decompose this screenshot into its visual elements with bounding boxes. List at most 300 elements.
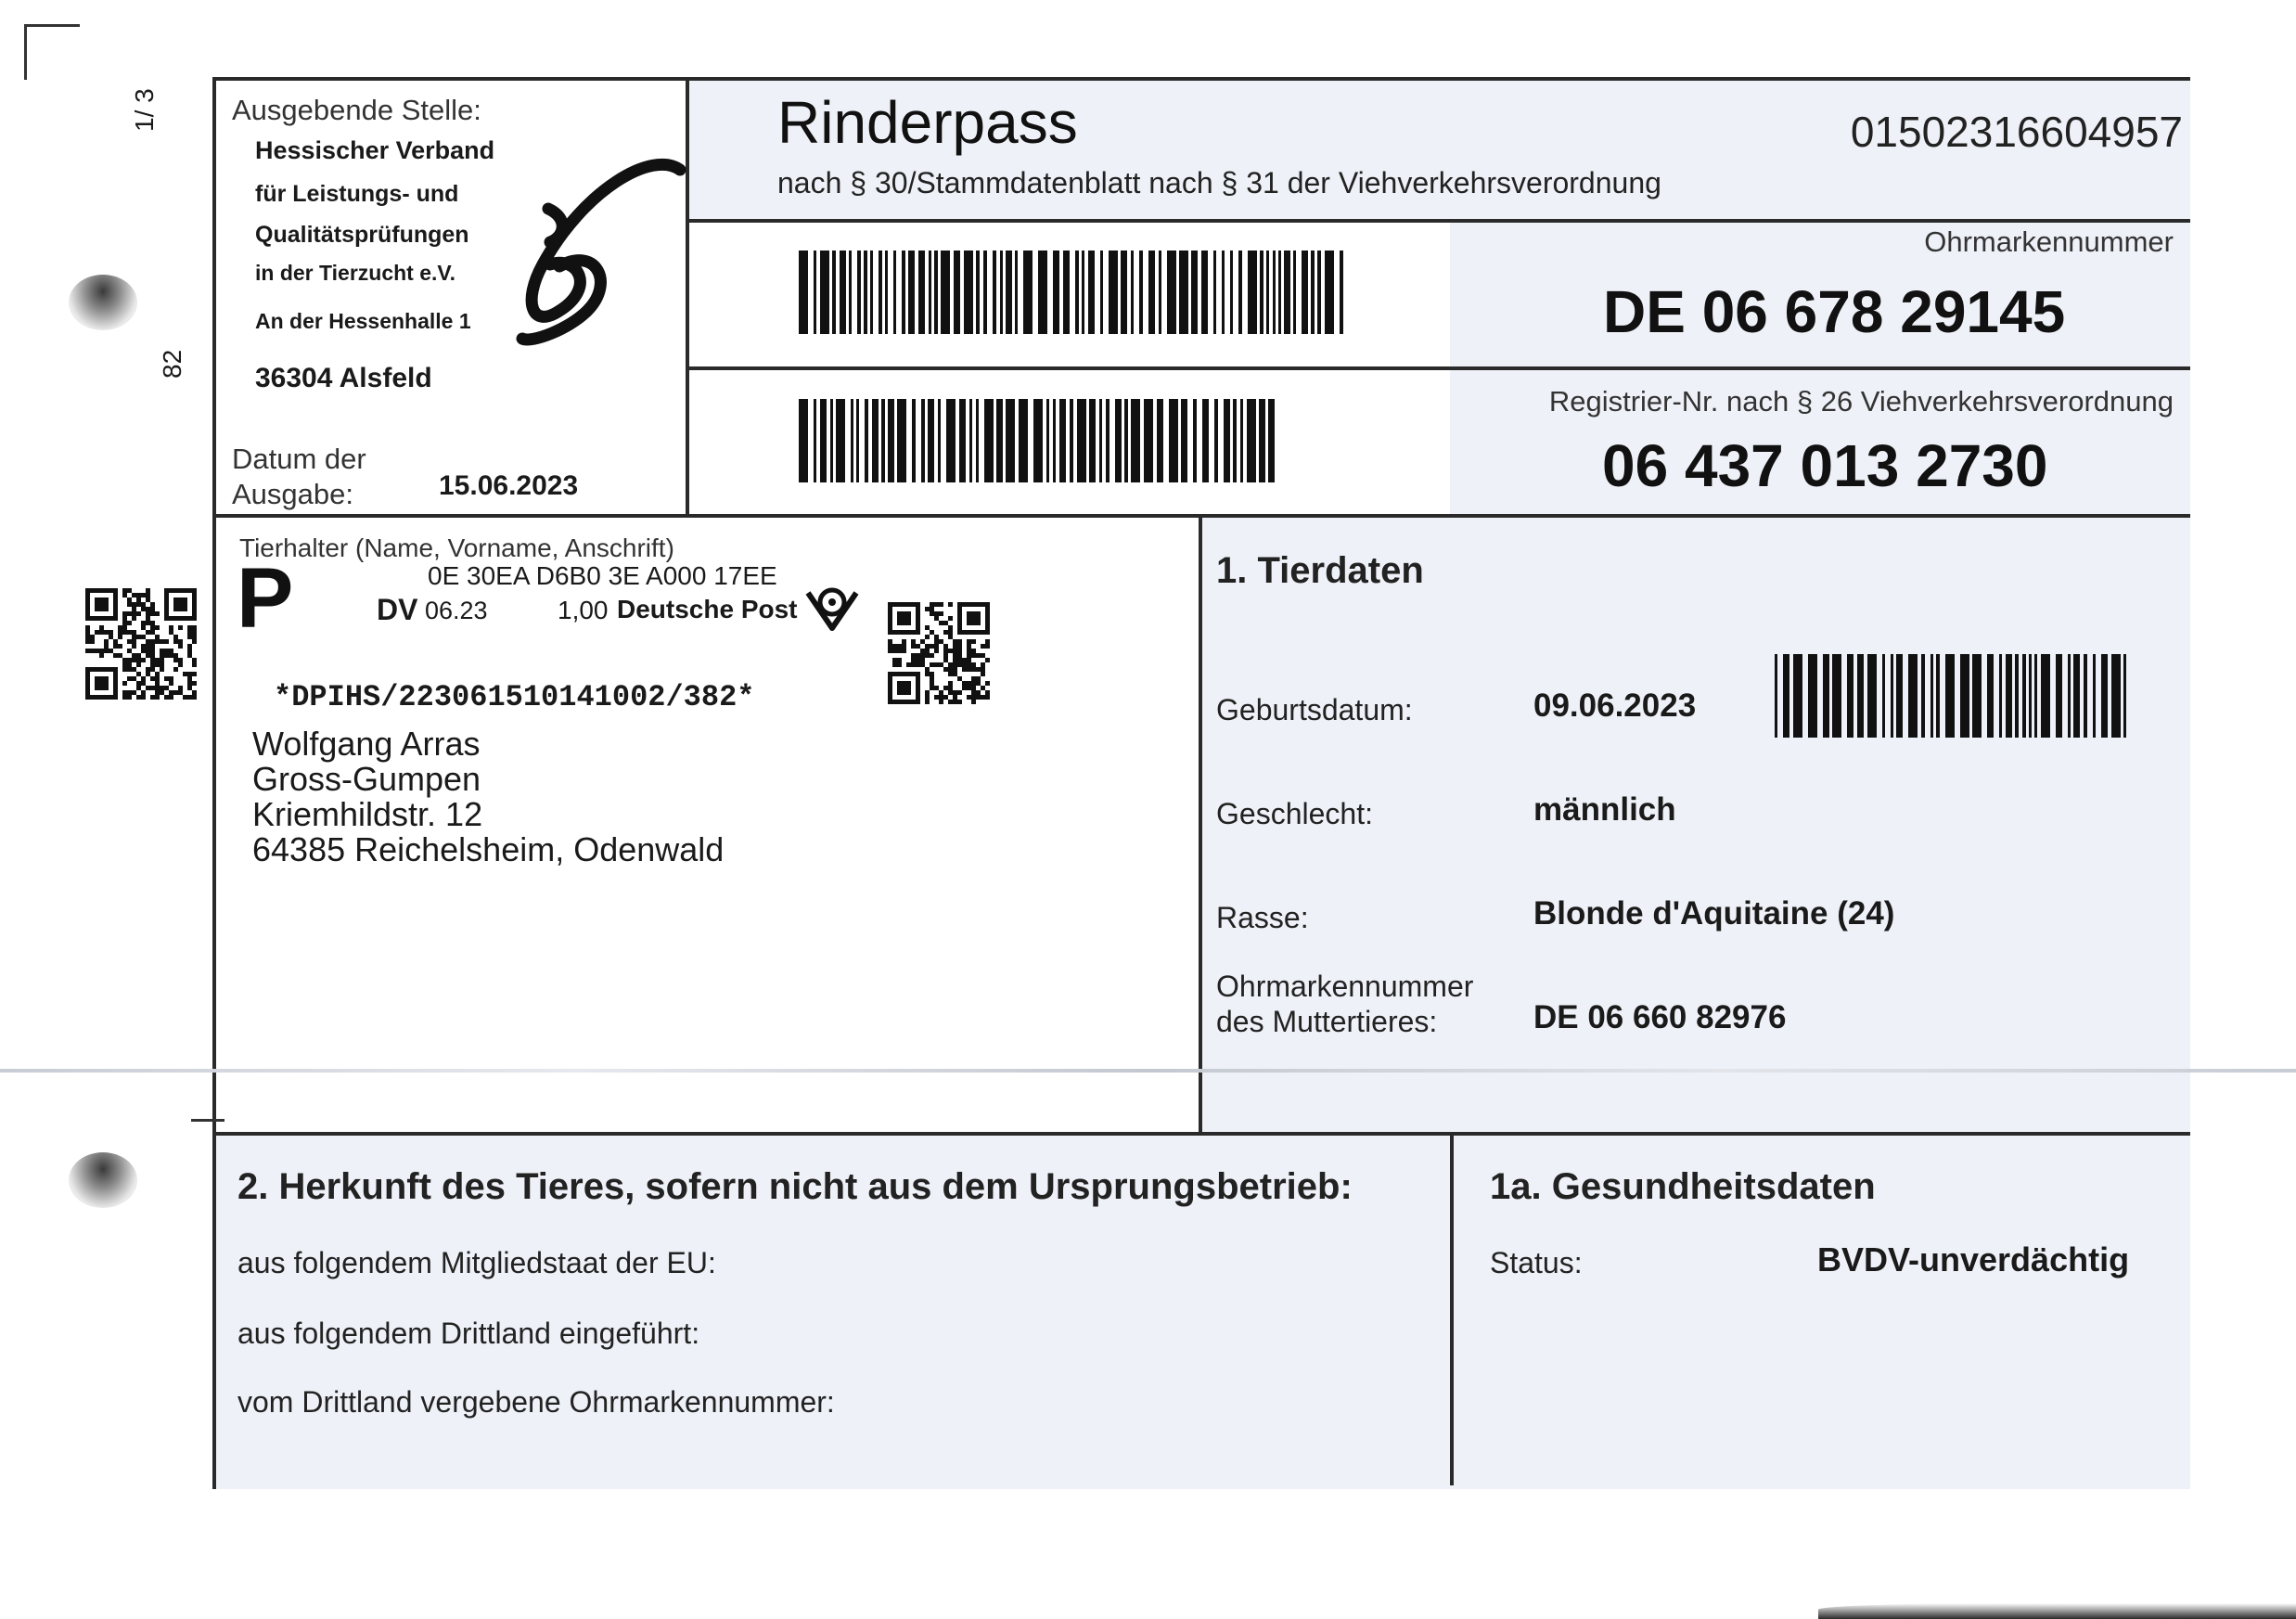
qr-module [934, 611, 939, 616]
qr-module [109, 649, 113, 653]
qr-module [109, 635, 113, 639]
qr-module [187, 644, 192, 649]
qr-module [948, 616, 953, 621]
barcode-bar [872, 399, 879, 482]
barcode-bar [1124, 399, 1128, 482]
barcode-bar [1302, 251, 1308, 334]
qr-module [939, 662, 943, 667]
barcode-bar [1317, 251, 1321, 334]
qr-module [948, 635, 953, 639]
qr-module [146, 607, 150, 611]
barcode-bar [984, 399, 994, 482]
qr-module [981, 695, 985, 700]
qr-module [90, 635, 95, 639]
qr-module [916, 653, 920, 658]
barcode-bar [879, 251, 882, 334]
qr-module [146, 686, 150, 690]
qr-module [150, 602, 155, 607]
qr-module [122, 616, 127, 621]
qr-module [164, 639, 169, 644]
qr-module [939, 690, 943, 695]
barcode-bar [902, 251, 905, 334]
qr-module [981, 686, 985, 690]
qr-module [164, 695, 169, 700]
barcode-bar [1259, 399, 1265, 482]
barcode-bar [1260, 251, 1263, 334]
barcode-bar [2084, 654, 2087, 738]
qr-module [150, 653, 155, 658]
registration-number: 06 437 013 2730 [1602, 432, 2048, 499]
qr-module [85, 630, 90, 635]
barcode-bar [814, 399, 816, 482]
qr-module [943, 649, 948, 653]
qr-module [164, 676, 169, 681]
barcode-bar [799, 399, 808, 482]
qr-module [150, 667, 155, 672]
cattle-passport-card [212, 77, 2190, 1489]
barcode-bar [893, 251, 896, 334]
qr-module [925, 625, 930, 630]
divider [689, 366, 2190, 370]
qr-module [897, 644, 902, 649]
barcode-bar [1006, 251, 1012, 334]
qr-module [173, 690, 178, 695]
qr-module [939, 621, 943, 625]
origin-heading: 2. Herkunft des Tieres, sofern nicht aus dem Ursprungsbetrieb: [237, 1166, 1353, 1207]
eartag-label: Ohrmarkennummer [1924, 225, 2174, 258]
sex-value: männlich [1533, 791, 1676, 828]
issuer-heading: Ausgebende Stelle: [232, 94, 481, 126]
qr-module [911, 639, 916, 644]
qr-module [967, 653, 971, 658]
qr-module [146, 649, 150, 653]
qr-module [122, 625, 127, 630]
barcode-bar [1033, 399, 1043, 482]
qr-module [146, 597, 150, 602]
qr-module [122, 681, 127, 686]
qr-module [141, 635, 146, 639]
qr-module [925, 690, 930, 695]
barcode-bar [964, 251, 973, 334]
qr-module [132, 611, 136, 616]
barcode-bar [1131, 251, 1134, 334]
qr-module [192, 625, 197, 630]
qr-module [141, 625, 146, 630]
barcode-bar [1960, 654, 1969, 738]
qr-module [146, 611, 150, 616]
postmark-letter: P [237, 551, 294, 646]
qr-module [155, 686, 160, 690]
qr-module [985, 690, 990, 695]
barcode-bar [1972, 654, 1982, 738]
qr-module [920, 639, 925, 644]
qr-module [141, 658, 146, 662]
barcode-bar [1857, 654, 1864, 738]
qr-module [985, 639, 990, 644]
qr-module [127, 649, 132, 653]
barcode-bar [918, 251, 925, 334]
barcode-bar [2015, 654, 2019, 738]
barcode-bar [1100, 251, 1103, 334]
barcode-bar [1311, 251, 1315, 334]
qr-module [187, 635, 192, 639]
barcode-bar [1023, 251, 1033, 334]
qr-module [136, 686, 141, 690]
qr-module [192, 662, 197, 667]
qr-module [122, 630, 127, 635]
qr-module [150, 695, 155, 700]
qr-module [981, 644, 985, 649]
qr-module [962, 667, 967, 672]
barcode-bar [1169, 399, 1178, 482]
qr-module [173, 653, 178, 658]
qr-module [925, 672, 930, 676]
qr-module [146, 639, 150, 644]
qr-module [104, 649, 109, 653]
barcode-bar [959, 399, 966, 482]
qr-module [957, 658, 962, 662]
barcode-bar [1063, 251, 1070, 334]
barcode-bar [1847, 654, 1853, 738]
barcode-bar [2123, 654, 2126, 738]
birth-date-label: Geburtsdatum: [1216, 693, 1413, 726]
qr-module [925, 653, 930, 658]
barcode-bar [1077, 399, 1086, 482]
barcode-bar [934, 251, 938, 334]
origin-third-country-label: aus folgendem Drittland eingeführt: [237, 1317, 700, 1350]
qr-module [962, 658, 967, 662]
qr-module [113, 653, 118, 658]
qr-module [930, 681, 934, 686]
barcode-bar [928, 399, 934, 482]
barcode-bar [885, 251, 888, 334]
qr-module [192, 690, 197, 695]
qr-module [976, 653, 981, 658]
issue-date-label: Datum der [232, 443, 366, 475]
barcode-bar [857, 251, 861, 334]
qr-module [930, 644, 934, 649]
qr-module [930, 686, 934, 690]
qr-module [118, 644, 122, 649]
qr-module [127, 658, 132, 662]
qr-module [187, 625, 192, 630]
qr-module [192, 639, 197, 644]
qr-module [976, 690, 981, 695]
barcode-bar [1240, 399, 1243, 482]
qr-module [925, 695, 930, 700]
qr-module [95, 630, 99, 635]
barcode-bar [820, 251, 829, 334]
qr-module [971, 681, 976, 686]
barcode-bar [1082, 251, 1084, 334]
qr-module [136, 658, 141, 662]
qr-module [934, 686, 939, 690]
barcode-bar [1159, 251, 1161, 334]
qr-module [127, 588, 132, 593]
tracking-code: *DPIHS/223061510141002/382* [274, 680, 755, 714]
barcode-bar [1224, 399, 1230, 482]
qr-module [934, 644, 939, 649]
qr-module [127, 621, 132, 625]
qr-module [109, 630, 113, 635]
barcode-bar [938, 399, 941, 482]
qr-module [146, 653, 150, 658]
qr-module [943, 644, 948, 649]
qr-module [985, 681, 990, 686]
barcode-bar [1908, 654, 1918, 738]
issuer-address: An der Hessenhalle 1 [255, 309, 471, 333]
qr-module [141, 593, 146, 597]
qr-module [953, 700, 957, 704]
qr-module [150, 625, 155, 630]
qr-module [920, 658, 925, 662]
barcode-bar [2073, 654, 2080, 738]
qr-module [948, 700, 953, 704]
qr-module [146, 630, 150, 635]
qr-module [122, 658, 127, 662]
barcode-bar [1891, 654, 1893, 738]
qr-module [888, 644, 892, 649]
qr-module [183, 695, 187, 700]
barcode-bar [1201, 251, 1208, 334]
owner-label: Tierhalter (Name, Vorname, Anschrift) [239, 533, 674, 562]
qr-module [187, 681, 192, 686]
qr-module [122, 690, 127, 695]
qr-module [953, 658, 957, 662]
qr-module [957, 690, 962, 695]
qr-module [948, 686, 953, 690]
qr-module [916, 662, 920, 667]
barcode-bar [1999, 654, 2002, 738]
qr-module [911, 644, 916, 649]
qr-module [967, 681, 971, 686]
barcode-bar [2101, 654, 2108, 738]
barcode-bar [1896, 654, 1903, 738]
barcode-bar [976, 399, 979, 482]
barcode-bar [1015, 251, 1018, 334]
qr-module [967, 658, 971, 662]
qr-module [122, 662, 127, 667]
barcode-bar [1053, 251, 1059, 334]
qr-module [930, 607, 934, 611]
qr-module [925, 667, 930, 672]
qr-module [164, 649, 169, 653]
barcode-bar [2006, 654, 2012, 738]
qr-module [967, 639, 971, 644]
margin-sheet-number: 82 [158, 349, 186, 379]
barcode-bar [993, 251, 996, 334]
mother-eartag-label: des Muttertieres: [1216, 1005, 1438, 1038]
qr-module [916, 658, 920, 662]
barcode-bar [2034, 654, 2037, 738]
owner-name: Wolfgang Arras [252, 725, 481, 763]
sex-label: Geschlecht: [1216, 797, 1373, 830]
qr-module [187, 672, 192, 676]
qr-module [930, 630, 934, 635]
qr-module [146, 588, 150, 593]
qr-module [155, 690, 160, 695]
qr-module [122, 695, 127, 700]
qr-module [150, 630, 155, 635]
qr-module [971, 662, 976, 667]
qr-module [962, 662, 967, 667]
barcode-bar [849, 251, 852, 334]
qr-module [892, 662, 897, 667]
barcode-bar [865, 399, 868, 482]
qr-module [146, 667, 150, 672]
qr-module [95, 649, 99, 653]
qr-module [132, 593, 136, 597]
qr-module [888, 639, 892, 644]
barcode-bar [1191, 251, 1198, 334]
barcode-bar [1936, 654, 1940, 738]
postmark-code: 0E 30EA D6B0 3E A000 17EE [428, 561, 777, 590]
qr-module [99, 625, 104, 630]
qr-module [957, 649, 962, 653]
barcode-bar [2068, 654, 2071, 738]
qr-module [127, 611, 132, 616]
qr-module [173, 658, 178, 662]
qr-module [146, 621, 150, 625]
qr-module [150, 686, 155, 690]
barcode-bar [912, 399, 916, 482]
qr-module [934, 602, 939, 607]
qr-module [939, 639, 943, 644]
qr-module [127, 676, 132, 681]
qr-module [976, 667, 981, 672]
qr-module [953, 644, 957, 649]
eartag-number: DE 06 678 29145 [1603, 278, 2066, 345]
qr-module [155, 611, 160, 616]
qr-module [967, 667, 971, 672]
qr-module [902, 639, 906, 644]
barcode-bar [1808, 654, 1817, 738]
qr-module [948, 630, 953, 635]
qr-module [146, 593, 150, 597]
qr-module [118, 630, 122, 635]
qr-module [178, 662, 183, 667]
qr-module [160, 662, 164, 667]
barcode-bar [1181, 399, 1187, 482]
barcode-bar [1214, 399, 1218, 482]
breed-value: Blonde d'Aquitaine (24) [1533, 895, 1895, 932]
barcode-bar [1115, 399, 1122, 482]
qr-module [892, 658, 897, 662]
barcode-bar [2029, 654, 2032, 738]
barcode-bar [1775, 654, 1777, 738]
qr-module [160, 653, 164, 658]
qr-module [141, 607, 146, 611]
qr-module [971, 695, 976, 700]
health-status-value: BVDV-unverdächtig [1817, 1240, 2130, 1278]
barcode-bar [941, 251, 950, 334]
qr-module [122, 667, 127, 672]
qr-module [930, 611, 934, 616]
qr-module [132, 630, 136, 635]
barcode-bar [830, 399, 833, 482]
barcode-bar [1213, 251, 1216, 334]
qr-module [953, 672, 957, 676]
qr-module [957, 700, 962, 704]
qr-module [118, 635, 122, 639]
barcode-bar [2111, 654, 2121, 738]
qr-module [920, 662, 925, 667]
issue-date-label: Ausgabe: [232, 478, 353, 510]
qr-module [160, 639, 164, 644]
qr-module [187, 649, 192, 653]
qr-module [155, 681, 160, 686]
qr-module [104, 630, 109, 635]
qr-module [934, 695, 939, 700]
qr-module [173, 639, 178, 644]
qr-module [150, 662, 155, 667]
qr-module [953, 649, 957, 653]
divider [1450, 1136, 1454, 1485]
qr-module [85, 649, 90, 653]
qr-module [104, 639, 109, 644]
barcode-bar [832, 251, 836, 334]
qr-module [930, 602, 934, 607]
qr-module [948, 662, 953, 667]
barcode-bar [1247, 399, 1256, 482]
qr-module [169, 690, 173, 695]
barcode-bar [2093, 654, 2096, 738]
qr-module [113, 639, 118, 644]
qr-module [953, 667, 957, 672]
qr-module [132, 639, 136, 644]
barcode-bar [1144, 399, 1153, 482]
qr-module [971, 686, 976, 690]
qr-module [948, 690, 953, 695]
qr-module [943, 695, 948, 700]
qr-module [136, 593, 141, 597]
qr-module [85, 639, 90, 644]
qr-module [920, 653, 925, 658]
owner-city: 64385 Reichelsheim, Odenwald [252, 830, 725, 868]
barcode-bar [1070, 399, 1073, 482]
qr-module [967, 662, 971, 667]
qr-module [187, 686, 192, 690]
qr-module [132, 607, 136, 611]
qr-module [122, 621, 127, 625]
divider [1199, 518, 1202, 1132]
barcode-bar [881, 399, 885, 482]
qr-module [925, 635, 930, 639]
qr-module [127, 602, 132, 607]
qr-module [192, 630, 197, 635]
qr-module [150, 644, 155, 649]
barcode-bar [864, 251, 867, 334]
qr-module [897, 649, 902, 653]
qr-module [967, 644, 971, 649]
qr-module [981, 672, 985, 676]
barcode-bar [888, 399, 894, 482]
qr-module [118, 653, 122, 658]
qr-module [132, 676, 136, 681]
qr-module [971, 649, 976, 653]
qr-module [169, 676, 173, 681]
qr-module [939, 611, 943, 616]
qr-module [967, 695, 971, 700]
barcode-bar [946, 399, 956, 482]
qr-module [178, 625, 183, 630]
barcode-bar [1075, 251, 1079, 334]
qr-module [948, 602, 953, 607]
qr-module [141, 681, 146, 686]
qr-module [192, 658, 197, 662]
qr-module [971, 690, 976, 695]
issuer-logo [494, 153, 689, 376]
